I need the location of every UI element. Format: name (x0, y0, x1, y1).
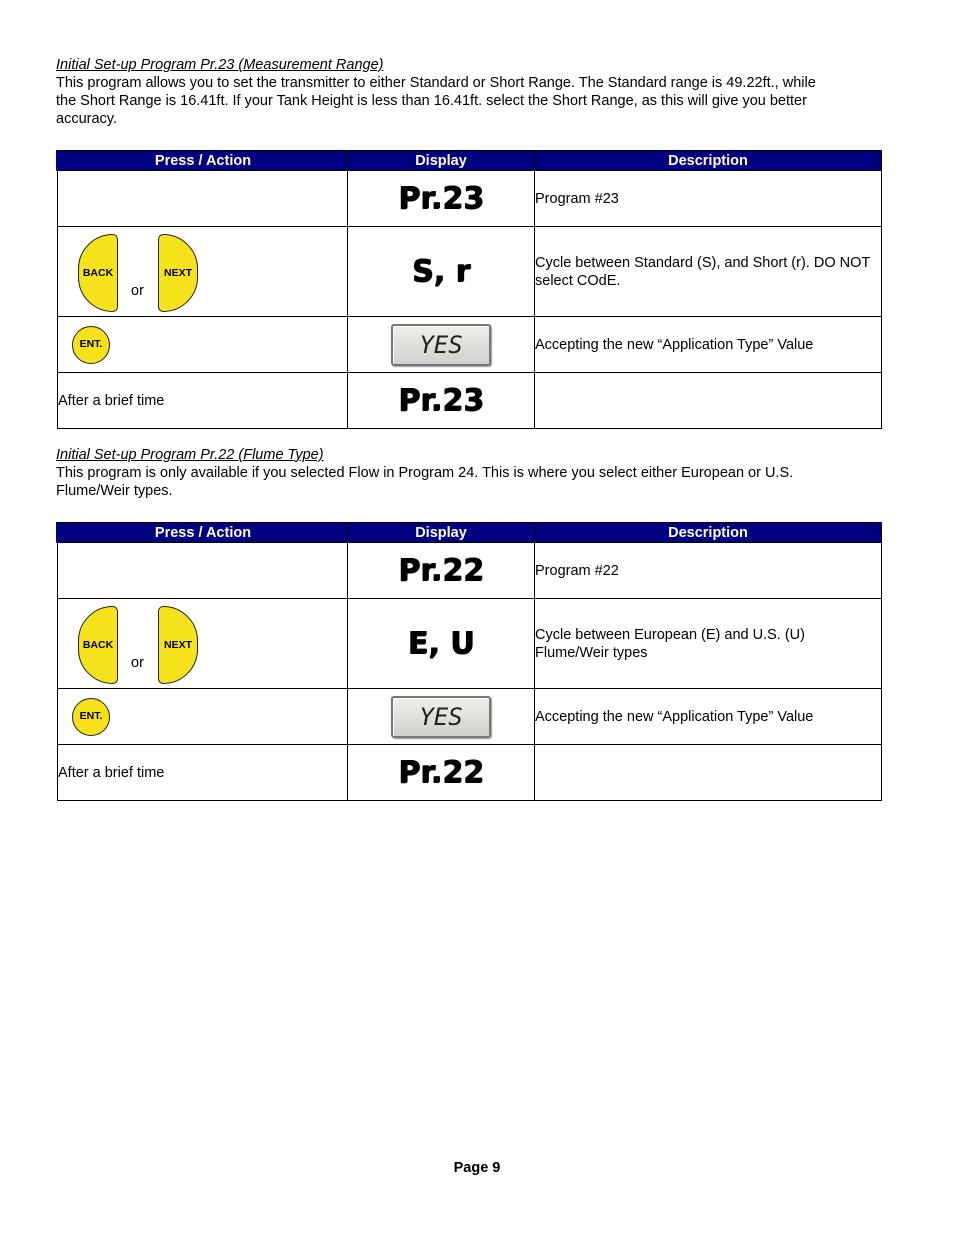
header-press-action: Press / Action (58, 523, 348, 543)
body-line: This program is only available if you selected Flow in Program 24. This is where you select either European or U.S. (56, 465, 794, 481)
display-readout: S, r (411, 254, 471, 289)
header-display: Display (348, 523, 535, 543)
or-label: or (131, 282, 144, 299)
section-body (56, 464, 880, 500)
table-row (58, 689, 882, 745)
header-description: Description (535, 523, 882, 543)
description-cell: Program #23 (535, 171, 882, 227)
section-body (56, 74, 880, 128)
table-row (58, 373, 882, 429)
ent-key-icon: ENT. (72, 326, 110, 364)
display-readout: Pr.22 (398, 553, 484, 588)
back-key-icon: BACK (78, 234, 118, 312)
header-press-action: Press / Action (58, 151, 348, 171)
section-pr22 (56, 446, 880, 500)
description-cell: Accepting the new “Application Type” Value (535, 689, 882, 745)
table-row (58, 171, 882, 227)
table-header (58, 151, 882, 171)
header-description: Description (535, 151, 882, 171)
display-readout: E, U (407, 626, 475, 661)
description-cell: Accepting the new “Application Type” Value (535, 317, 882, 373)
action-cell (58, 543, 348, 599)
section-title: Initial Set-up Program Pr.23 (Measurement Range) (56, 57, 384, 73)
ent-key-icon: ENT. (72, 698, 110, 736)
table-row (58, 317, 882, 373)
action-cell (58, 171, 348, 227)
body-line: This program allows you to set the transmitter to either Standard or Short Range. The Standard range is 49.22ft., while (56, 75, 816, 91)
display-readout: Pr.23 (398, 181, 484, 216)
steps-table-pr22 (56, 522, 882, 801)
section-title: Initial Set-up Program Pr.22 (Flume Type) (56, 447, 324, 463)
table-row (58, 745, 882, 801)
description-cell (535, 373, 882, 429)
back-next-keys (58, 228, 347, 316)
or-label: or (131, 654, 144, 671)
table-row (58, 227, 882, 317)
table-header (58, 523, 882, 543)
body-line: the Short Range is 16.41ft. If your Tank Height is less than 16.41ft. select the Short Range, as this will give you better (56, 93, 807, 109)
next-key-icon: NEXT (158, 234, 198, 312)
back-next-keys (58, 600, 347, 688)
action-cell: After a brief time (58, 373, 348, 429)
description-cell (535, 745, 882, 801)
table-row (58, 599, 882, 689)
description-cell: Program #22 (535, 543, 882, 599)
section-pr23 (56, 56, 880, 128)
description-cell: Cycle between European (E) and U.S. (U) Flume/Weir types (535, 599, 882, 689)
lcd-display: YES (391, 696, 491, 738)
lcd-display: YES (391, 324, 491, 366)
back-key-icon: BACK (78, 606, 118, 684)
description-cell: Cycle between Standard (S), and Short (r). DO NOT select COdE. (535, 227, 882, 317)
next-key-icon: NEXT (158, 606, 198, 684)
steps-table-pr23 (56, 150, 882, 429)
display-readout: Pr.22 (398, 755, 484, 790)
header-display: Display (348, 151, 535, 171)
display-readout: Pr.23 (398, 383, 484, 418)
page-number: Page 9 (453, 1160, 501, 1176)
table-row (58, 543, 882, 599)
body-line: accuracy. (56, 111, 117, 127)
body-line: Flume/Weir types. (56, 483, 173, 499)
action-cell: After a brief time (58, 745, 348, 801)
